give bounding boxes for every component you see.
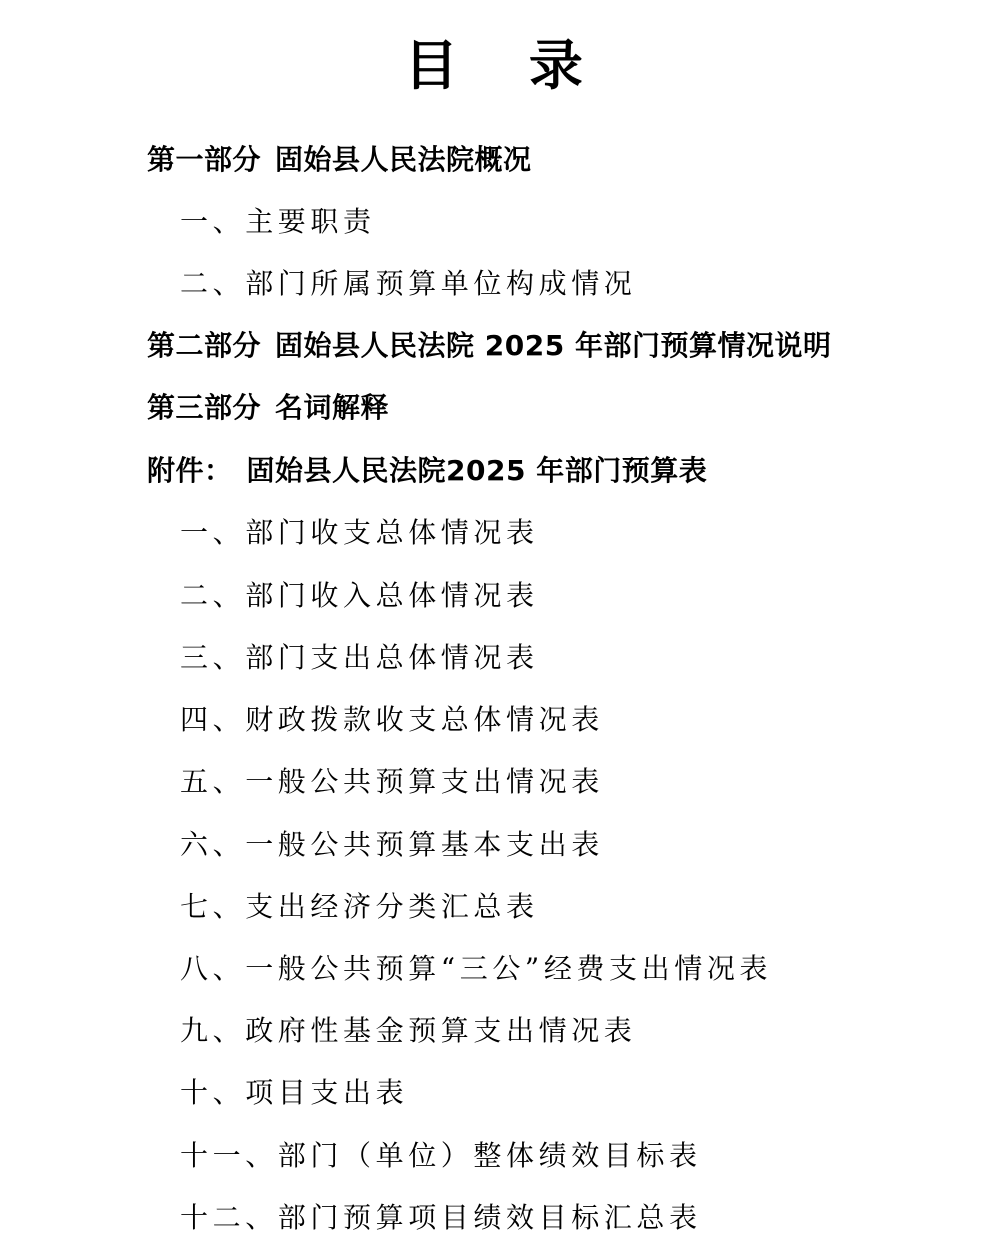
toc-item[interactable]: 十、项目支出表	[180, 1076, 409, 1109]
toc-section-text: 固始县人民法院 2025 年部门预算情况说明	[275, 329, 832, 362]
toc-section-text: 固始县人民法院2025 年部门预算表	[246, 454, 708, 487]
page-title: 目 录	[404, 34, 609, 97]
toc-section-label: 附件：	[147, 454, 233, 487]
toc-section-text: 固始县人民法院概况	[275, 143, 532, 176]
toc-section-3[interactable]	[147, 388, 389, 428]
toc-item[interactable]: 二、部门收入总体情况表	[180, 579, 539, 612]
toc-item[interactable]: 五、一般公共预算支出情况表	[180, 765, 604, 798]
toc-item[interactable]: 一、部门收支总体情况表	[180, 516, 539, 549]
toc-section-text: 名词解释	[275, 391, 390, 424]
toc-section-label: 第一部分	[147, 143, 262, 176]
toc-item[interactable]: 二、部门所属预算单位构成情况	[180, 267, 637, 300]
toc-section-label: 第二部分	[147, 329, 262, 362]
toc-item[interactable]: 十二、部门预算项目绩效目标汇总表	[180, 1201, 702, 1234]
toc-item[interactable]: 一、主要职责	[180, 205, 376, 238]
toc-section-1[interactable]	[147, 140, 532, 180]
toc-item[interactable]: 三、部门支出总体情况表	[180, 641, 539, 674]
toc-item[interactable]: 八、一般公共预算“三公”经费支出情况表	[180, 952, 773, 985]
toc-item[interactable]: 七、支出经济分类汇总表	[180, 890, 539, 923]
toc-item[interactable]: 九、政府性基金预算支出情况表	[180, 1014, 637, 1047]
toc-section-2[interactable]	[147, 326, 831, 366]
toc-attachment[interactable]	[147, 451, 707, 491]
toc-item[interactable]: 六、一般公共预算基本支出表	[180, 828, 604, 861]
toc-item[interactable]: 四、财政拨款收支总体情况表	[180, 703, 604, 736]
toc-item[interactable]: 十一、部门（单位）整体绩效目标表	[180, 1139, 702, 1172]
toc-section-label: 第三部分	[147, 391, 262, 424]
